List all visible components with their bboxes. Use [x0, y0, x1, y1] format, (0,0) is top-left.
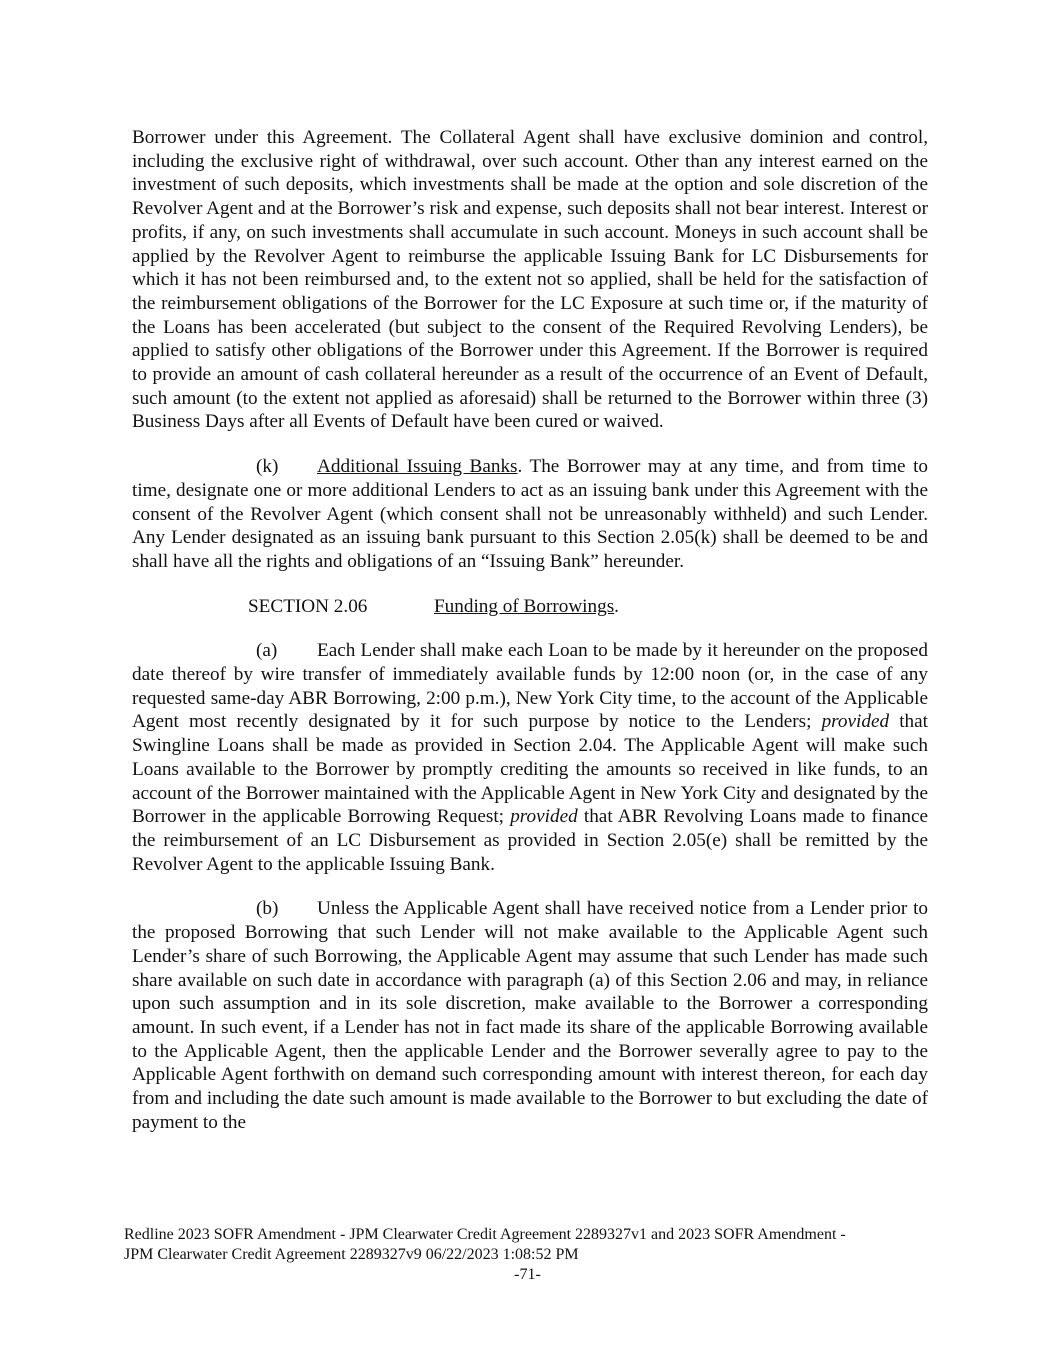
redline-footer: [124, 1225, 924, 1264]
paragraph-a-text-3: that ABR Revolving Loans made to finance the reimbursement of an LC Disbursement as provided in Section 2.05(e) shall be remitted by the Revolver Agent to the applicable Issuing Bank.: [132, 806, 928, 875]
paragraph-b-agent-assumption: [132, 897, 928, 1134]
section-number: SECTION 2.06: [248, 595, 368, 617]
paragraph-a-text-2: that Swingline Loans shall be made as provided in Section 2.04. The Applicable Agent will make such Loans available to the Borrower by promptly crediting the amounts so received in like funds, to an account of the Borrower maintained with the Applicable Agent in New York City and designated by the Borrower in the applicable Borrowing Request;: [132, 711, 928, 828]
page-number: -71-: [514, 1266, 541, 1283]
paragraph-k-label: (k): [256, 456, 279, 478]
paragraph-k-additional-issuing-banks: [132, 455, 928, 574]
section-heading: [132, 595, 928, 619]
document-page: [132, 126, 928, 1134]
paragraph-a-text-1: Each Lender shall make each Loan to be made by it hereunder on the proposed date thereof by wire transfer of immediately available funds by 12:00 noon (or, in the case of any requested same-day ABR Borrowing, 2:00 p.m.), New York City time, to the account of the Applicable Agent most recently designated by it for such purpose by notice to the Lenders;: [132, 640, 928, 733]
paragraph-b-text: Unless the Applicable Agent shall have received notice from a Lender prior to the proposed Borrowing that such Lender will not make available to the Applicable Agent such Lender’s share of such Borrowing, the Applicable Agent may assume that such Lender has made such share available on such date in accordance with paragraph (a) of this Section 2.06 and may, in reliance upon such assumption and in its sole discretion, make available to the Borrower a corresponding amount. In such event, if a Lender has not in fact made its share of the applicable Borrowing available to the Applicable Agent, then the applicable Lender and the Borrower severally agree to pay to the Applicable Agent forthwith on demand such corresponding amount with interest thereon, for each day from and including the date such amount is made available to the Borrower to but excluding the date of payment to the: [132, 898, 928, 1133]
paragraph-a-emphasis-2: provided: [510, 806, 578, 828]
paragraph-k-title: Additional Issuing Banks: [317, 456, 518, 478]
section-title: Funding of Borrowings: [434, 595, 615, 617]
paragraph-a-funding: [132, 639, 928, 876]
footer-line-1: Redline 2023 SOFR Amendment - JPM Clearwater Credit Agreement 2289327v1 and 2023 SOFR Amendment -: [124, 1226, 846, 1243]
paragraph-a-emphasis-1: provided: [821, 711, 890, 733]
paragraph-k-title-period: .: [517, 456, 523, 478]
footer-line-2: JPM Clearwater Credit Agreement 2289327v9 06/22/2023 1:08:52 PM: [124, 1245, 579, 1263]
paragraph-a-label: (a): [256, 640, 278, 662]
paragraph-k-text: The Borrower may at any time, and from time to time, designate one or more additional Lenders to act as an issuing bank under this Agreement with the consent of the Revolver Agent (which consent shall not be unreasonably withheld) and such Lender. Any Lender designated as an issuing bank pursuant to this Section 2.05(k) shall be deemed to be and shall have all the rights and obligations of an “Issuing Bank” hereunder.: [132, 456, 928, 572]
paragraph-b-label: (b): [256, 898, 279, 920]
paragraph-collateral-account: Borrower under this Agreement. The Collateral Agent shall have exclusive dominion and control, including the exclusive right of withdrawal, over such account. Other than any interest earned on the investment of such deposits, which investments shall be made at the option and sole discretion of the Revolver Agent and at the Borrower’s risk and expense, such deposits shall not bear interest. Interest or profits, if any, on such investments shall accumulate in such account. Moneys in such account shall be applied by the Revolver Agent to reimburse the applicable Issuing Bank for LC Disbursements for which it has not been reimbursed and, to the extent not so applied, shall be held for the satisfaction of the reimbursement obligations of the Borrower for the LC Exposure at such time or, if the maturity of the Loans has been accelerated (but subject to the consent of the Required Revolving Lenders), be applied to satisfy other obligations of the Borrower under this Agreement. If the Borrower is required to provide an amount of cash collateral hereunder as a result of the occurrence of an Event of Default, such amount (to the extent not applied as aforesaid) shall be returned to the Borrower within three (3) Business Days after all Events of Default have been cured or waived.: [132, 127, 928, 433]
section-title-period: .: [614, 595, 619, 617]
